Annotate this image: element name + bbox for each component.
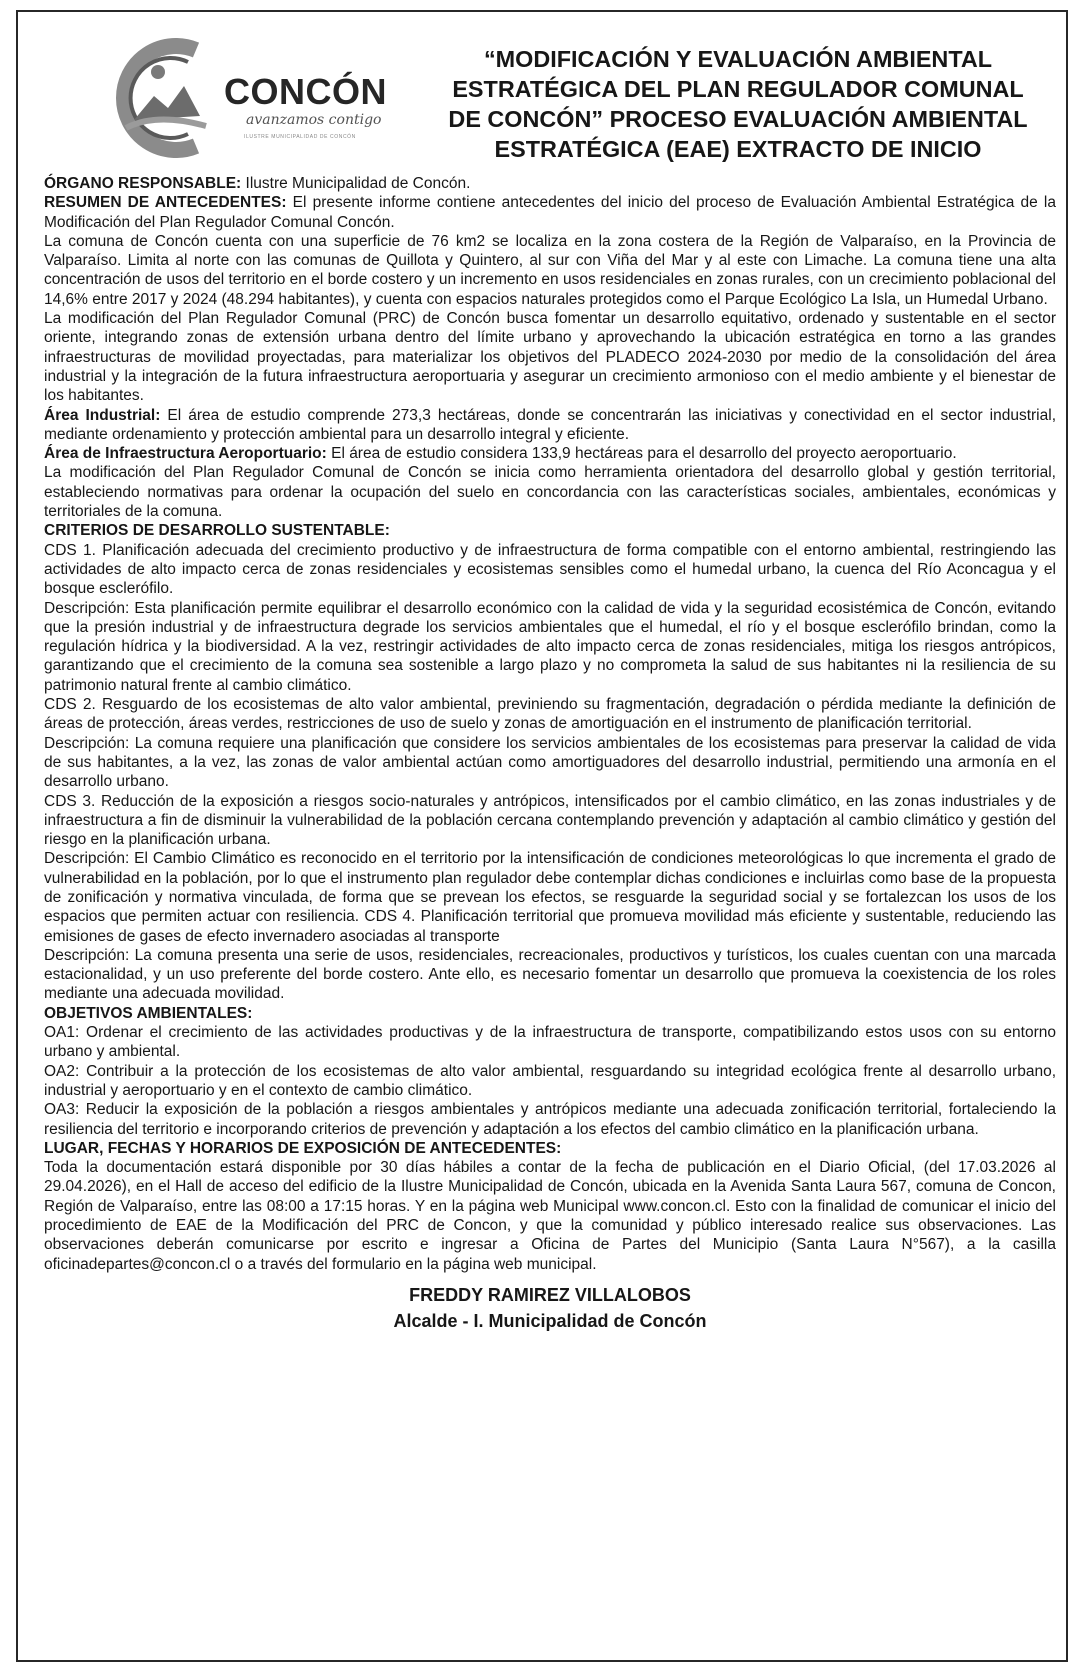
lugar-paragraph: Toda la documentación estará disponible por 30 días hábiles a contar de la fecha de publicación en el Diario Oficial, (del 17.03.2026 al 29.04.2026), en el Hall de acceso del edificio de la Ilustre Municipalidad de Concón, ubicada en la Avenida Santa Laura 567, comuna de Concon, Región de Valparaíso, entre las 08:00 a 17:15 horas. Y en la página web Municipal www.concon.cl. Esto con la finalidad de comunicar el inicio del procedimiento de EAE de la Modificación del PRC de Concon, y que la comunidad y público interesado realice sus observaciones. Las observaciones deberán comunicarse por escrito e ingresar a Oficina de Partes del Municipio (Santa Laura N°567), a la casilla oficinadepartes@concon.cl o a través del formulario en la página web municipal.: [44, 1159, 1056, 1273]
objetivos-heading: OBJETIVOS AMBIENTALES:: [44, 1004, 253, 1022]
logo-name: CONCÓN: [224, 71, 387, 112]
signature-role: Alcalde - I. Municipalidad de Concón: [393, 1310, 707, 1331]
concon-logo: [96, 38, 426, 158]
area-industrial-text: El área de estudio comprende 273,3 hectáreas, donde se concentrarán las iniciativas y conectividad en el sector industrial, mediante ordenamiento y protección ambiental para un desarrollo integral y eficiente.: [44, 406, 1057, 443]
modificacion-paragraph: La modificación del Plan Regulador Comunal (PRC) de Concón busca fomentar un desarrollo equitativo, ordenado y sustentable en el sector oriente, integrando zonas de extensión urbana dentro del límite urbano y aprovechando la ubicación estratégica en torno a las grandes infraestructuras de movilidad proyectadas, para materializar los objetivos del PLADECO 2024-2030 por medio de la consolidación del área industrial y la integración de la futura infraestructura aeroportuaria y asegurar un crecimiento armonioso con el medio ambiente y el bienestar de los habitantes.: [44, 310, 1056, 405]
logo-tagline: avanzamos contigo: [246, 112, 382, 128]
inicia-paragraph: La modificación del Plan Regulador Comunal de Concón se inicia como herramienta orientadora del desarrollo global y gestión territorial, estableciendo normativas para ordenar la ocupación del suelo en concordancia con las características sociales, ambientales, económicas y territoriales de la comuna.: [44, 464, 1056, 521]
title-line: “MODIFICACIÓN Y EVALUACIÓN AMBIENTAL: [483, 46, 993, 72]
signature-block: [44, 1282, 1056, 1334]
organo-paragraph: [44, 174, 1056, 193]
cds3-paragraph: CDS 3. Reducción de la exposición a riesgos socio-naturales y antrópicos, intensificados por el cambio climático, en las zonas industriales y de infraestructura a fin de disminuir la vulnerabilidad de la población cercana contemplando prevención y adaptación al cambio climático y gestión del riesgo en la planificación urbana.: [44, 792, 1056, 849]
oa2-paragraph: OA2: Contribuir a la protección de los ecosistemas de alto valor ambiental, resguardando su integridad ecológica frente al desarrollo urbano, industrial y aeroportuario y en el contexto de cambio climático.: [44, 1062, 1056, 1099]
oa1-paragraph: OA1: Ordenar el crecimiento de las actividades productivas y de la infraestructura de transporte, compatibilizando estos usos con su entorno urbano y ambiental.: [44, 1024, 1056, 1061]
title-line: ESTRATÉGICA (EAE) EXTRACTO DE INICIO: [494, 136, 982, 162]
resumen-paragraph: [44, 193, 1056, 232]
header: [20, 14, 1064, 174]
logo-small-text: ILUSTRE MUNICIPALIDAD DE CONCÓN: [244, 134, 356, 140]
cds4-description: Descripción: La comuna presenta una serie de usos, residenciales, recreacionales, productivos y turísticos, los cuales cuentan con una marcada estacionalidad, y un uso preferente del borde costero. Ante ello, es necesario fomentar un desarrollo que promueva la coexistencia de los roles mediante una adecuada movilidad.: [44, 946, 1056, 1003]
cds3-description: Descripción: El Cambio Climático es reconocido en el territorio por la intensificación de condiciones meteorológicas lo que incrementa el grado de vulnerabilidad en la población, por lo que el instrumento plan regulador debe contemplar dichas condiciones e incluirlas como base de la propuesta de zonificación y normativa vinculada, de forma que se prevean los efectos, se resguarde la seguridad social y se fortalezcan los usos de los espacios que permiten actuar con resiliencia. CDS 4. Planificación territorial que promueva movilidad más eficiente y sustentable, reduciendo las emisiones de gases de efecto invernadero asociadas al transporte: [44, 850, 1056, 945]
logo-emblem-icon: [124, 46, 206, 150]
comuna-paragraph: La comuna de Concón cuenta con una superficie de 76 km2 se localiza en la zona costera de la Región de Valparaíso, en la Provincia de Valparaíso. Limita al norte con las comunas de Quillota y Quintero, al sur con Viña del Mar y al este con Limache. La comuna tiene una alta concentración de usos del territorio en el borde costero y un incremento en usos residenciales en zonas rurales, con un crecimiento poblacional del 14,6% entre 2017 y 2024 (48.294 habitantes), y cuenta con espacios naturales protegidos como el Parque Ecológico La Isla, un Humedal Urbano.: [44, 232, 1056, 308]
area-aeroportuaria-paragraph: [44, 444, 1056, 463]
title-line: DE CONCÓN” PROCESO EVALUACIÓN AMBIENTAL: [448, 106, 1028, 132]
cds2-paragraph: CDS 2. Resguardo de los ecosistemas de alto valor ambiental, previniendo su fragmentación, degradación o pérdida mediante la definición de áreas de protección, áreas verdes, restricciones de uso de suelo y zonas de amortiguación en el instrumento de planificación territorial.: [44, 696, 1056, 733]
resumen-label: RESUMEN DE ANTECEDENTES:: [44, 194, 287, 212]
cds1-description: Descripción: Esta planificación permite equilibrar el desarrollo económico con la calidad de vida y la seguridad ecosistémica de Concón, evitando que la presión industrial y de infraestructura degrade los servicios ambientales que el humedal, el río y el bosque esclerófilo brindan, como la regulación hídrica y la biodiversidad. A la vez, restringir actividades de alto impacto cerca de zonas residenciales, mitiga los riesgos antrópicos, garantizando que el crecimiento de la comuna sea sostenible a largo plazo y no comprometa la salud de sus habitantes ni la resiliencia de su patrimonio natural frente al cambio climático.: [44, 599, 1056, 694]
notice-body: [44, 174, 1056, 1334]
area-industrial-label: Área Industrial:: [44, 406, 161, 424]
criterios-heading: CRITERIOS DE DESARROLLO SUSTENTABLE:: [44, 522, 390, 540]
cds1-paragraph: CDS 1. Planificación adecuada del crecimiento productivo y de infraestructura de forma compatible con el entorno ambiental, restringiendo las actividades de alto impacto cerca de zonas residenciales y ecosistemas sensibles como el humedal urbano, la cuenca del Río Aconcagua y el bosque esclerófilo.: [44, 541, 1056, 598]
notice-title: [438, 44, 1038, 164]
organo-text: Ilustre Municipalidad de Concón.: [241, 175, 471, 192]
lugar-heading: LUGAR, FECHAS Y HORARIOS DE EXPOSICIÓN DE ANTECEDENTES:: [44, 1139, 562, 1157]
resumen-text: El presente informe contiene antecedentes del inicio del proceso de Evaluación Ambiental Estratégica de la Modificación del Plan Regulador Comunal Concón.: [44, 194, 1056, 231]
signature-name: FREDDY RAMIREZ VILLALOBOS: [409, 1284, 691, 1305]
area-industrial-paragraph: [44, 406, 1056, 445]
title-line: ESTRATÉGICA DEL PLAN REGULADOR COMUNAL: [452, 76, 1024, 102]
oa3-paragraph: OA3: Reducir la exposición de la población a riesgos ambientales y antrópicos mediante una adecuada zonificación territorial, fortaleciendo la resiliencia del territorio e incorporando criterios de prevención y adaptación a los efectos del cambio climático en la planificación urbana.: [44, 1101, 1056, 1138]
area-aeroportuaria-text: El área de estudio considera 133,9 hectáreas para el desarrollo del proyecto aeroportuario.: [326, 445, 957, 463]
organo-label: ÓRGANO RESPONSABLE:: [44, 175, 242, 192]
cds2-description: Descripción: La comuna requiere una planificación que considere los servicios ambientales de los ecosistemas para preservar la calidad de vida de sus habitantes, a la vez, las zonas de valor ambiental actúan como amortiguadores del desarrollo industrial, permitiendo una armonía en el desarrollo urbano.: [44, 734, 1056, 791]
area-aeroportuaria-label: Área de Infraestructura Aeroportuario:: [44, 445, 327, 463]
